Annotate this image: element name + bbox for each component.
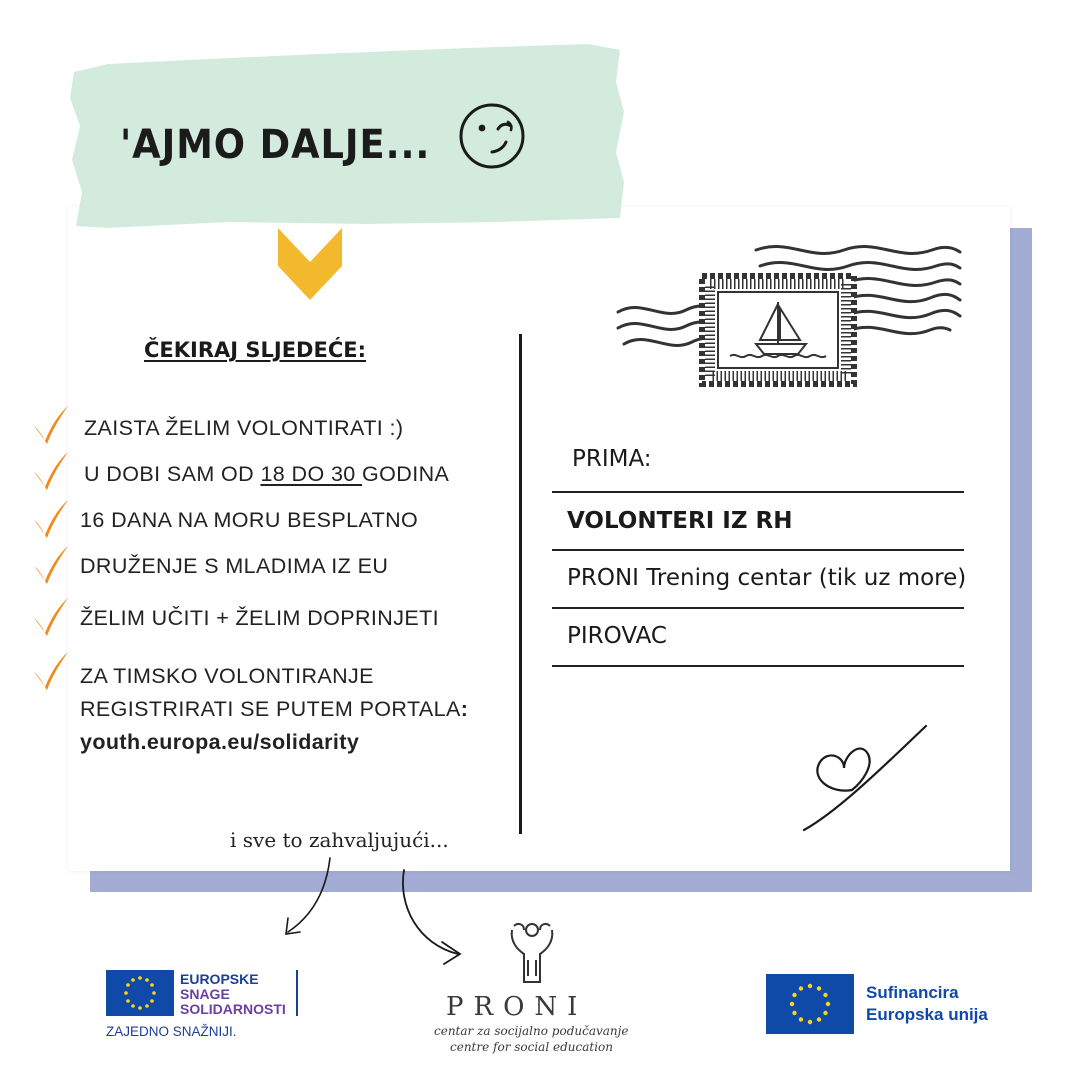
list-item-registration [80, 660, 468, 759]
registration-colon: : [460, 697, 469, 721]
eu-flag-icon [766, 974, 854, 1034]
age-range: 18 DO 30 [260, 462, 363, 486]
arrow-down-left-icon [276, 852, 346, 942]
esc-line-2: SNAGE [180, 986, 230, 1002]
checkmark-icon [30, 496, 74, 540]
age-text-pre: U DOBI SAM OD [84, 462, 261, 486]
recipient-label: PRIMA: [572, 446, 652, 472]
checkmark-icon [30, 594, 74, 638]
eu-line-2: Europska unija [866, 1005, 988, 1024]
address-line [552, 607, 964, 609]
list-item: ZAISTA ŽELIM VOLONTIRATI :) [84, 416, 404, 440]
esc-line-1: EUROPSKE [180, 971, 259, 987]
list-item: ŽELIM UČITI + ŽELIM DOPRINJETI [80, 606, 440, 630]
checkmark-icon [30, 542, 74, 586]
page-title: 'AJMO DALJE... [120, 122, 431, 168]
thanks-text: i sve to zahvaljujući... [230, 828, 449, 852]
list-item: 16 DANA NA MORU BESPLATNO [80, 508, 419, 532]
list-item: DRUŽENJE S MLADIMA IZ EU [80, 554, 389, 578]
wink-face-icon [456, 100, 528, 172]
registration-line-2: REGISTRIRATI SE PUTEM PORTALA [80, 697, 461, 721]
arrow-down-right-icon [396, 866, 476, 966]
proni-sub-2: centre for social education [450, 1040, 613, 1054]
checkmark-icon [30, 448, 74, 492]
eu-flag-icon [106, 970, 174, 1016]
heart-doodle-icon [800, 720, 940, 840]
esc-logo-divider [296, 970, 298, 1016]
esc-tagline: ZAJEDNO SNAŽNIJI. [106, 1024, 237, 1039]
address-line [552, 491, 964, 493]
proni-sub-1: centar za socijalno podučavanje [434, 1024, 629, 1038]
checklist-heading: ČEKIRAJ SLJEDEĆE: [144, 338, 366, 362]
esc-logo-text [180, 972, 286, 1017]
address-line [552, 665, 964, 667]
recipient-city: PIROVAC [567, 623, 667, 649]
proni-figure-icon [504, 920, 560, 990]
recipient-address: PRONI Trening centar (tik uz more) [567, 565, 967, 591]
address-line [552, 549, 964, 551]
postage-stamp-icon [610, 232, 970, 412]
proni-name: PRONI [446, 992, 588, 1022]
checkmark-icon [30, 648, 74, 692]
list-item [84, 462, 449, 487]
registration-line-1: ZA TIMSKO VOLONTIRANJE [80, 664, 374, 688]
checkmark-icon [30, 402, 74, 446]
chevron-down-icon [278, 228, 342, 302]
age-text-post: GODINA [362, 462, 450, 486]
postcard-divider [519, 334, 522, 834]
portal-link[interactable]: youth.europa.eu/solidarity [80, 730, 360, 754]
eu-cofunded-text [866, 982, 988, 1026]
eu-line-1: Sufinancira [866, 983, 959, 1002]
recipient-name: VOLONTERI IZ RH [567, 508, 793, 534]
esc-line-3: SOLIDARNOSTI [180, 1001, 286, 1017]
